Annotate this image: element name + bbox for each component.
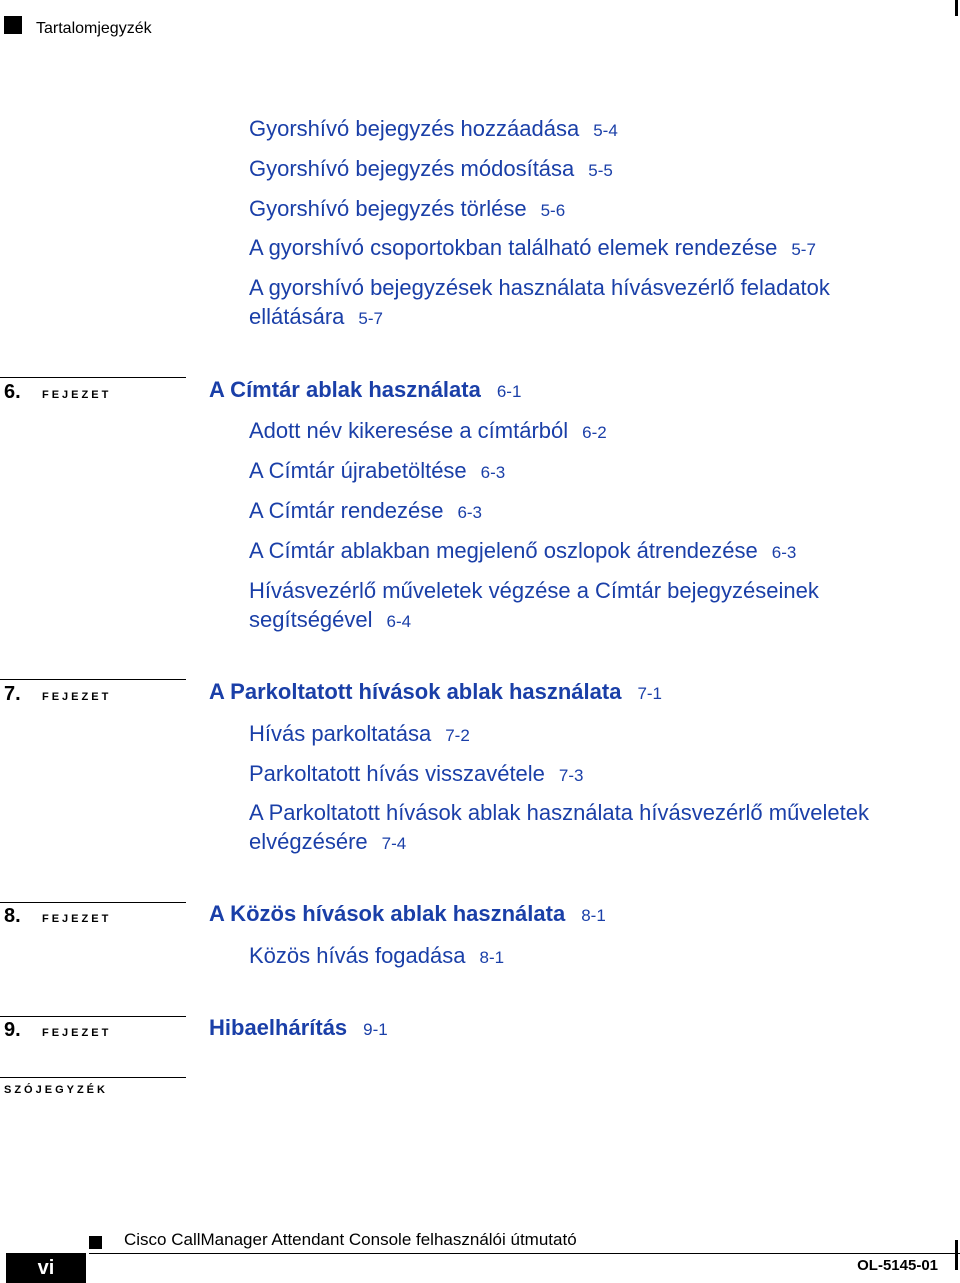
chapter-label: FEJEZET — [42, 913, 112, 925]
footer-marker — [89, 1236, 102, 1249]
footer-rule — [89, 1253, 960, 1254]
toc-entry-text: Gyorshívó bejegyzés törlése — [249, 196, 527, 221]
toc-entry-text: A gyorshívó bejegyzések használata hívásvezérlő feladatok ellátására — [249, 275, 830, 329]
toc-entry-page: 6-2 — [582, 423, 607, 442]
chapter-title-text: A Címtár ablak használata — [209, 377, 481, 402]
toc-entry-text: Hívás parkoltatása — [249, 721, 432, 746]
chapter-rule — [0, 1077, 186, 1078]
toc-entry-text: A Címtár rendezése — [249, 498, 444, 523]
chapter-rule — [0, 377, 186, 378]
toc-entry-page: 7-3 — [558, 766, 584, 785]
toc-entry-text: Gyorshívó bejegyzés hozzáadása — [249, 116, 580, 141]
chapter-label: FEJEZET — [42, 1027, 112, 1039]
chapter-title[interactable] — [209, 679, 662, 705]
toc-entry[interactable] — [249, 416, 889, 447]
chapter-title-page: 8-1 — [581, 906, 606, 925]
toc-entry-page: 6-4 — [386, 612, 412, 631]
toc-entry-text: Közös hívás fogadása — [249, 943, 466, 968]
toc-entry-text: A Parkoltatott hívások ablak használata hívásvezérlő műveletek elvégzésére — [249, 800, 870, 854]
toc-entry-text: A gyorshívó csoportokban található elemek rendezése — [249, 235, 778, 260]
chapter-rule — [0, 679, 186, 680]
footer-doc-code: OL-5145-01 — [857, 1257, 938, 1274]
toc-entry-text: A Címtár újrabetöltése — [249, 458, 467, 483]
header-title: Tartalomjegyzék — [36, 20, 152, 37]
chapter-label: FEJEZET — [42, 389, 112, 401]
toc-entry[interactable] — [249, 233, 889, 264]
chapter-title-page: 7-1 — [637, 684, 663, 703]
toc-entry[interactable] — [249, 154, 889, 185]
toc-entry-page: 5-5 — [588, 161, 613, 180]
toc-entry-text: Adott név kikeresése a címtárból — [249, 418, 569, 443]
chapter-title-page: 6-1 — [496, 382, 522, 401]
chapter-title[interactable] — [209, 377, 521, 403]
toc-entry-page: 6-3 — [480, 463, 506, 482]
toc-entry[interactable] — [249, 273, 849, 333]
toc-entry[interactable] — [249, 114, 889, 145]
chapter-rule — [0, 902, 186, 903]
glossary-label[interactable]: SZÓJEGYZÉK — [4, 1084, 108, 1096]
toc-entry[interactable] — [249, 759, 889, 790]
chapter-title-text: A Parkoltatott hívások ablak használata — [209, 679, 622, 704]
toc-entry[interactable] — [249, 798, 889, 858]
toc-entry-page: 6-3 — [771, 543, 797, 562]
chapter-label: FEJEZET — [42, 691, 112, 703]
toc-entry-page: 5-7 — [791, 240, 816, 259]
toc-entry-text: A Címtár ablakban megjelenő oszlopok átrendezése — [249, 538, 758, 563]
toc-entry-page: 7-2 — [445, 726, 470, 745]
footer-page-label: vi — [6, 1253, 86, 1283]
toc-entry-text: Gyorshívó bejegyzés módosítása — [249, 156, 575, 181]
header-marker — [4, 16, 22, 34]
chapter-number: 7. — [4, 683, 21, 705]
toc-entry[interactable] — [249, 536, 889, 567]
toc-entry[interactable] — [249, 576, 829, 636]
chapter-title[interactable] — [209, 1015, 388, 1041]
toc-entry-page: 5-4 — [593, 121, 618, 140]
chapter-number: 6. — [4, 381, 21, 403]
toc-entry[interactable] — [249, 719, 889, 750]
toc-entry[interactable] — [249, 941, 889, 972]
toc-entry-page: 6-3 — [457, 503, 483, 522]
chapter-rule — [0, 1016, 186, 1017]
toc-entry-page: 7-4 — [381, 834, 407, 853]
toc-entry[interactable] — [249, 496, 889, 527]
toc-entry-text: Parkoltatott hívás visszavétele — [249, 761, 545, 786]
toc-entry[interactable] — [249, 194, 889, 225]
toc-entry[interactable] — [249, 456, 889, 487]
chapter-title-page: 9-1 — [363, 1020, 388, 1039]
toc-entry-page: 8-1 — [479, 948, 505, 967]
toc-entry-page: 5-6 — [540, 201, 566, 220]
chapter-title-text: A Közös hívások ablak használata — [209, 901, 566, 926]
edge-mark — [955, 1240, 958, 1270]
footer-book-title: Cisco CallManager Attendant Console felhasználói útmutató — [124, 1230, 577, 1249]
chapter-number: 9. — [4, 1019, 21, 1041]
chapter-title[interactable] — [209, 901, 606, 927]
toc-entry-page: 5-7 — [358, 309, 383, 328]
toc-entry-text: Hívásvezérlő műveletek végzése a Címtár bejegyzéseinek segítségével — [249, 578, 819, 632]
chapter-title-text: Hibaelhárítás — [209, 1015, 348, 1040]
edge-mark — [955, 0, 958, 16]
chapter-number: 8. — [4, 905, 21, 927]
